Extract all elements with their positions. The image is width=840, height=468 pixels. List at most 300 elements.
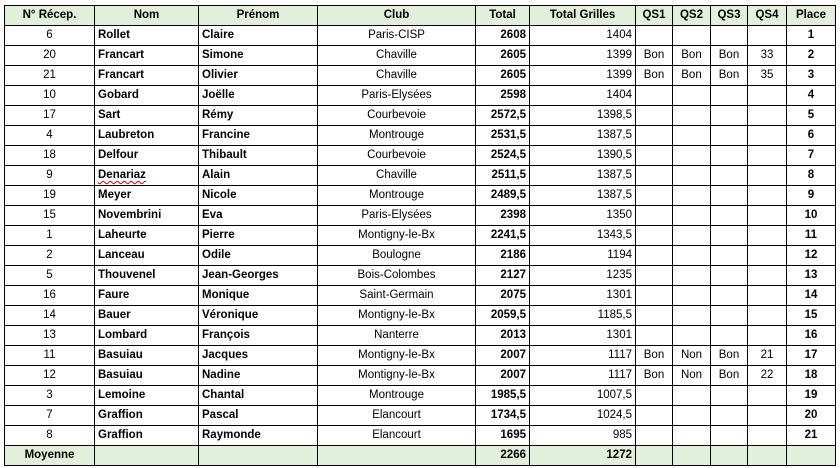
cell-club[interactable] xyxy=(318,406,476,426)
cell-club[interactable] xyxy=(318,286,476,306)
average-empty-qs4[interactable] xyxy=(748,446,787,466)
cell-club[interactable] xyxy=(318,366,476,386)
cell-place[interactable] xyxy=(787,146,836,166)
cell-total-grilles[interactable] xyxy=(530,106,636,126)
cell-qs2[interactable] xyxy=(673,366,711,386)
cell-prenom[interactable] xyxy=(199,426,318,446)
cell-qs3[interactable] xyxy=(711,326,748,346)
cell-recep[interactable] xyxy=(5,86,95,106)
cell-club[interactable] xyxy=(318,386,476,406)
cell-total[interactable] xyxy=(476,386,530,406)
cell-recep[interactable] xyxy=(5,426,95,446)
header-qs2[interactable]: QS2 xyxy=(673,6,711,26)
cell-qs3[interactable] xyxy=(711,246,748,266)
cell-nom[interactable] xyxy=(95,306,199,326)
cell-qs2[interactable] xyxy=(673,46,711,66)
cell-qs3[interactable] xyxy=(711,126,748,146)
header-total-grilles[interactable]: Total Grilles xyxy=(530,6,636,26)
cell-qs4[interactable] xyxy=(748,346,787,366)
table-row xyxy=(5,206,836,226)
cell-qs1[interactable] xyxy=(636,206,673,226)
cell-qs1[interactable] xyxy=(636,106,673,126)
cell-qs3[interactable] xyxy=(711,86,748,106)
cell-qs2[interactable] xyxy=(673,26,711,46)
cell-recep[interactable] xyxy=(5,226,95,246)
cell-qs4[interactable] xyxy=(748,326,787,346)
cell-qs1[interactable] xyxy=(636,426,673,446)
cell-qs3[interactable] xyxy=(711,186,748,206)
cell-total[interactable] xyxy=(476,406,530,426)
cell-place-text: 4 xyxy=(807,89,815,101)
cell-prenom[interactable] xyxy=(199,306,318,326)
header-total[interactable]: Total xyxy=(476,6,530,26)
cell-qs3[interactable] xyxy=(711,166,748,186)
cell-total-grilles[interactable] xyxy=(530,206,636,226)
cell-place[interactable] xyxy=(787,306,836,326)
table-row xyxy=(5,126,836,146)
cell-club[interactable] xyxy=(318,186,476,206)
cell-recep[interactable] xyxy=(5,186,95,206)
cell-recep[interactable] xyxy=(5,166,95,186)
cell-nom[interactable] xyxy=(95,406,199,426)
header-prenom[interactable]: Prénom xyxy=(199,6,318,26)
cell-total[interactable] xyxy=(476,106,530,126)
cell-nom[interactable] xyxy=(95,26,199,46)
cell-total-grilles[interactable] xyxy=(530,66,636,86)
cell-prenom[interactable] xyxy=(199,286,318,306)
cell-qs4[interactable] xyxy=(748,226,787,246)
cell-total[interactable] xyxy=(476,346,530,366)
cell-prenom[interactable] xyxy=(199,366,318,386)
cell-prenom[interactable] xyxy=(199,226,318,246)
cell-club[interactable] xyxy=(318,86,476,106)
cell-qs1[interactable] xyxy=(636,26,673,46)
cell-nom[interactable] xyxy=(95,286,199,306)
cell-nom[interactable] xyxy=(95,66,199,86)
cell-qs3[interactable] xyxy=(711,426,748,446)
cell-nom[interactable] xyxy=(95,326,199,346)
cell-prenom[interactable] xyxy=(199,326,318,346)
table-row xyxy=(5,326,836,346)
cell-qs3[interactable] xyxy=(711,406,748,426)
cell-club-text: Montrouge xyxy=(369,129,424,141)
cell-nom[interactable] xyxy=(95,346,199,366)
cell-place[interactable] xyxy=(787,66,836,86)
cell-recep[interactable] xyxy=(5,66,95,86)
cell-qs1[interactable] xyxy=(636,306,673,326)
cell-nom[interactable] xyxy=(95,266,199,286)
cell-nom-text: Graffion xyxy=(98,409,143,421)
cell-qs2[interactable] xyxy=(673,126,711,146)
cell-total[interactable] xyxy=(476,86,530,106)
table-row xyxy=(5,146,836,166)
cell-total-grilles[interactable] xyxy=(530,366,636,386)
cell-club[interactable] xyxy=(318,66,476,86)
cell-place[interactable] xyxy=(787,346,836,366)
cell-qs1[interactable] xyxy=(636,366,673,386)
cell-place[interactable] xyxy=(787,46,836,66)
cell-total-grilles[interactable] xyxy=(530,326,636,346)
cell-total[interactable] xyxy=(476,266,530,286)
cell-qs4[interactable] xyxy=(748,266,787,286)
cell-club[interactable] xyxy=(318,226,476,246)
cell-qs4[interactable] xyxy=(748,306,787,326)
cell-place-text: 6 xyxy=(807,129,815,141)
cell-qs4[interactable] xyxy=(748,46,787,66)
cell-total-grilles[interactable] xyxy=(530,86,636,106)
cell-place[interactable] xyxy=(787,266,836,286)
cell-prenom[interactable] xyxy=(199,346,318,366)
cell-place[interactable] xyxy=(787,186,836,206)
cell-place[interactable] xyxy=(787,366,836,386)
cell-nom[interactable] xyxy=(95,206,199,226)
cell-prenom[interactable] xyxy=(199,106,318,126)
cell-prenom[interactable] xyxy=(199,86,318,106)
cell-qs2[interactable] xyxy=(673,66,711,86)
cell-total-text: 2605 xyxy=(500,69,526,81)
cell-nom[interactable] xyxy=(95,186,199,206)
cell-recep[interactable] xyxy=(5,26,95,46)
cell-prenom[interactable] xyxy=(199,386,318,406)
cell-recep[interactable] xyxy=(5,46,95,66)
cell-club-text: Paris-Elysées xyxy=(361,89,432,101)
cell-qs3[interactable] xyxy=(711,106,748,126)
average-empty-place[interactable] xyxy=(787,446,836,466)
cell-place[interactable] xyxy=(787,206,836,226)
cell-prenom[interactable] xyxy=(199,206,318,226)
cell-total[interactable] xyxy=(476,206,530,226)
cell-qs3[interactable] xyxy=(711,66,748,86)
cell-qs2[interactable] xyxy=(673,106,711,126)
cell-place[interactable] xyxy=(787,246,836,266)
cell-qs1[interactable] xyxy=(636,126,673,146)
cell-total[interactable] xyxy=(476,26,530,46)
header-place[interactable]: Place xyxy=(787,6,836,26)
cell-prenom[interactable] xyxy=(199,166,318,186)
cell-qs1[interactable] xyxy=(636,266,673,286)
cell-qs1[interactable] xyxy=(636,186,673,206)
cell-place[interactable] xyxy=(787,86,836,106)
cell-club[interactable] xyxy=(318,206,476,226)
cell-place-text: 12 xyxy=(804,249,818,261)
cell-nom-text: Sart xyxy=(98,109,121,121)
cell-place[interactable] xyxy=(787,166,836,186)
cell-qs1[interactable] xyxy=(636,246,673,266)
cell-club[interactable] xyxy=(318,266,476,286)
cell-qs3-text: Bon xyxy=(718,369,740,381)
cell-place[interactable] xyxy=(787,406,836,426)
cell-qs1[interactable] xyxy=(636,326,673,346)
cell-prenom-text: François xyxy=(202,329,250,341)
cell-qs2[interactable] xyxy=(673,86,711,106)
cell-total-text: 2075 xyxy=(500,289,526,301)
cell-qs1[interactable] xyxy=(636,226,673,246)
cell-qs3[interactable] xyxy=(711,346,748,366)
cell-prenom[interactable] xyxy=(199,186,318,206)
average-empty-prenom[interactable] xyxy=(199,446,318,466)
cell-qs4[interactable] xyxy=(748,246,787,266)
cell-recep-text: 21 xyxy=(43,69,56,81)
cell-qs3[interactable] xyxy=(711,266,748,286)
cell-qs4[interactable] xyxy=(748,146,787,166)
table-row xyxy=(5,226,836,246)
cell-recep[interactable] xyxy=(5,306,95,326)
cell-qs4[interactable] xyxy=(748,66,787,86)
cell-prenom-text: Olivier xyxy=(202,69,238,81)
cell-place[interactable] xyxy=(787,226,836,246)
cell-nom[interactable] xyxy=(95,46,199,66)
cell-qs2[interactable] xyxy=(673,186,711,206)
cell-total-grilles[interactable] xyxy=(530,46,636,66)
cell-qs2[interactable] xyxy=(673,246,711,266)
cell-total[interactable] xyxy=(476,166,530,186)
cell-total[interactable] xyxy=(476,186,530,206)
cell-prenom[interactable] xyxy=(199,146,318,166)
cell-recep-text: 3 xyxy=(46,389,53,401)
cell-total-grilles[interactable] xyxy=(530,286,636,306)
cell-qs4[interactable] xyxy=(748,386,787,406)
cell-club[interactable] xyxy=(318,246,476,266)
cell-place-text: 10 xyxy=(804,209,818,221)
cell-qs4[interactable] xyxy=(748,426,787,446)
cell-recep[interactable] xyxy=(5,146,95,166)
cell-qs2[interactable] xyxy=(673,406,711,426)
cell-total-grilles[interactable] xyxy=(530,126,636,146)
cell-qs2[interactable] xyxy=(673,166,711,186)
cell-qs4[interactable] xyxy=(748,366,787,386)
cell-total[interactable] xyxy=(476,246,530,266)
header-nom[interactable]: Nom xyxy=(95,6,199,26)
cell-recep-text: 14 xyxy=(43,309,56,321)
average-empty-qs3[interactable] xyxy=(711,446,748,466)
cell-qs4[interactable] xyxy=(748,126,787,146)
cell-qs2[interactable] xyxy=(673,346,711,366)
cell-qs2[interactable] xyxy=(673,426,711,446)
cell-total[interactable] xyxy=(476,286,530,306)
cell-total-grilles[interactable] xyxy=(530,386,636,406)
cell-place[interactable] xyxy=(787,26,836,46)
header-qs4[interactable]: QS4 xyxy=(748,6,787,26)
cell-place[interactable] xyxy=(787,286,836,306)
cell-prenom[interactable] xyxy=(199,66,318,86)
cell-qs1[interactable] xyxy=(636,346,673,366)
cell-qs2[interactable] xyxy=(673,326,711,346)
cell-total-text: 2398 xyxy=(500,209,526,221)
cell-place[interactable] xyxy=(787,386,836,406)
cell-club[interactable] xyxy=(318,146,476,166)
cell-nom[interactable] xyxy=(95,86,199,106)
cell-qs3[interactable] xyxy=(711,26,748,46)
cell-nom[interactable] xyxy=(95,126,199,146)
cell-club[interactable] xyxy=(318,166,476,186)
cell-qs1[interactable] xyxy=(636,46,673,66)
average-grilles[interactable]: 1272 xyxy=(530,446,636,466)
cell-qs4[interactable] xyxy=(748,186,787,206)
cell-qs2[interactable] xyxy=(673,306,711,326)
cell-total-grilles[interactable] xyxy=(530,346,636,366)
cell-total[interactable] xyxy=(476,66,530,86)
cell-qs3[interactable] xyxy=(711,286,748,306)
cell-total-grilles[interactable] xyxy=(530,306,636,326)
cell-place[interactable] xyxy=(787,426,836,446)
cell-prenom[interactable] xyxy=(199,246,318,266)
cell-qs2[interactable] xyxy=(673,286,711,306)
cell-place[interactable] xyxy=(787,106,836,126)
cell-qs3[interactable] xyxy=(711,226,748,246)
cell-total[interactable] xyxy=(476,366,530,386)
cell-prenom-text: Jean-Georges xyxy=(202,269,279,281)
cell-qs1[interactable] xyxy=(636,406,673,426)
cell-nom[interactable] xyxy=(95,166,199,186)
cell-prenom[interactable] xyxy=(199,26,318,46)
cell-club-text: Montigny-le-Bx xyxy=(358,309,435,321)
cell-total-grilles[interactable] xyxy=(530,406,636,426)
cell-qs3[interactable] xyxy=(711,386,748,406)
cell-total-grilles-text: 1398,5 xyxy=(596,109,632,121)
cell-club[interactable] xyxy=(318,106,476,126)
cell-qs4[interactable] xyxy=(748,406,787,426)
cell-total-grilles[interactable] xyxy=(530,26,636,46)
cell-nom-text: Laheurte xyxy=(98,229,147,241)
cell-qs3[interactable] xyxy=(711,146,748,166)
cell-club[interactable] xyxy=(318,46,476,66)
cell-total-grilles-text: 1404 xyxy=(606,29,632,41)
cell-place[interactable] xyxy=(787,126,836,146)
cell-nom-text: Thouvenel xyxy=(98,269,156,281)
cell-total-text: 2489,5 xyxy=(490,189,526,201)
cell-recep[interactable] xyxy=(5,366,95,386)
cell-recep-text: 15 xyxy=(43,209,56,221)
cell-qs4[interactable] xyxy=(748,206,787,226)
cell-club[interactable] xyxy=(318,326,476,346)
cell-prenom-text: Raymonde xyxy=(202,429,261,441)
cell-total-grilles[interactable] xyxy=(530,266,636,286)
cell-club[interactable] xyxy=(318,346,476,366)
cell-total-grilles[interactable] xyxy=(530,166,636,186)
cell-qs1[interactable] xyxy=(636,86,673,106)
average-empty-nom[interactable] xyxy=(95,446,199,466)
cell-total-grilles[interactable] xyxy=(530,146,636,166)
cell-prenom-text: Eva xyxy=(202,209,223,221)
table-row xyxy=(5,346,836,366)
cell-prenom-text: Joëlle xyxy=(202,89,235,101)
cell-recep[interactable] xyxy=(5,326,95,346)
cell-qs2[interactable] xyxy=(673,206,711,226)
cell-qs2[interactable] xyxy=(673,226,711,246)
cell-total[interactable] xyxy=(476,46,530,66)
cell-qs4[interactable] xyxy=(748,26,787,46)
cell-recep[interactable] xyxy=(5,406,95,426)
cell-recep[interactable] xyxy=(5,106,95,126)
average-empty-qs2[interactable] xyxy=(673,446,711,466)
cell-total[interactable] xyxy=(476,306,530,326)
cell-qs1[interactable] xyxy=(636,146,673,166)
cell-prenom[interactable] xyxy=(199,126,318,146)
cell-qs2[interactable] xyxy=(673,386,711,406)
average-empty-club[interactable] xyxy=(318,446,476,466)
cell-recep[interactable] xyxy=(5,246,95,266)
cell-club[interactable] xyxy=(318,26,476,46)
cell-total-grilles-text: 1194 xyxy=(607,249,632,261)
cell-qs1[interactable] xyxy=(636,386,673,406)
cell-club[interactable] xyxy=(318,126,476,146)
cell-total-grilles[interactable] xyxy=(530,226,636,246)
cell-qs4[interactable] xyxy=(748,86,787,106)
cell-qs1[interactable] xyxy=(636,286,673,306)
cell-qs2[interactable] xyxy=(673,146,711,166)
cell-total-text: 1734,5 xyxy=(490,409,526,421)
cell-nom[interactable] xyxy=(95,146,199,166)
cell-nom[interactable] xyxy=(95,246,199,266)
cell-recep[interactable] xyxy=(5,346,95,366)
average-empty-qs1[interactable] xyxy=(636,446,673,466)
cell-club[interactable] xyxy=(318,306,476,326)
cell-qs3[interactable] xyxy=(711,366,748,386)
cell-total-grilles[interactable] xyxy=(530,426,636,446)
cell-total-text: 1985,5 xyxy=(490,389,526,401)
cell-club-text: Paris-Elysées xyxy=(361,209,432,221)
cell-total-grilles[interactable] xyxy=(530,186,636,206)
cell-qs3[interactable] xyxy=(711,46,748,66)
cell-qs4[interactable] xyxy=(748,106,787,126)
cell-recep[interactable] xyxy=(5,126,95,146)
cell-nom[interactable] xyxy=(95,426,199,446)
header-qs1[interactable]: QS1 xyxy=(636,6,673,26)
table-row xyxy=(5,266,836,286)
cell-recep-text: 13 xyxy=(43,329,56,341)
cell-qs1[interactable] xyxy=(636,66,673,86)
header-qs3[interactable]: QS3 xyxy=(711,6,748,26)
cell-place[interactable] xyxy=(787,326,836,346)
cell-total[interactable] xyxy=(476,326,530,346)
cell-prenom-text: Monique xyxy=(202,289,250,301)
cell-qs4[interactable] xyxy=(748,286,787,306)
cell-total[interactable] xyxy=(476,226,530,246)
average-total[interactable]: 2266 xyxy=(476,446,530,466)
cell-qs2-text: Non xyxy=(680,349,703,361)
cell-total[interactable] xyxy=(476,426,530,446)
cell-nom[interactable] xyxy=(95,386,199,406)
cell-nom[interactable] xyxy=(95,226,199,246)
cell-qs1[interactable] xyxy=(636,166,673,186)
cell-nom[interactable] xyxy=(95,366,199,386)
average-label[interactable]: Moyenne xyxy=(5,446,95,466)
cell-total[interactable] xyxy=(476,146,530,166)
cell-qs2[interactable] xyxy=(673,266,711,286)
header-club[interactable]: Club xyxy=(318,6,476,26)
cell-qs3[interactable] xyxy=(711,206,748,226)
cell-total-grilles[interactable] xyxy=(530,246,636,266)
cell-recep[interactable] xyxy=(5,286,95,306)
cell-total-grilles-text: 1117 xyxy=(608,369,632,381)
cell-prenom[interactable] xyxy=(199,266,318,286)
cell-nom-text: Bauer xyxy=(98,309,131,321)
cell-prenom[interactable] xyxy=(199,406,318,426)
cell-nom[interactable] xyxy=(95,106,199,126)
cell-recep[interactable] xyxy=(5,386,95,406)
cell-prenom[interactable] xyxy=(199,46,318,66)
cell-club[interactable] xyxy=(318,426,476,446)
cell-total-text: 1695 xyxy=(500,429,526,441)
cell-nom-text: Graffion xyxy=(98,429,143,441)
cell-qs4[interactable] xyxy=(748,166,787,186)
cell-total[interactable] xyxy=(476,126,530,146)
header-recep[interactable]: N° Récep. xyxy=(5,6,95,26)
cell-place-text: 20 xyxy=(804,409,818,421)
cell-recep[interactable] xyxy=(5,206,95,226)
cell-qs3[interactable] xyxy=(711,306,748,326)
cell-recep[interactable] xyxy=(5,266,95,286)
